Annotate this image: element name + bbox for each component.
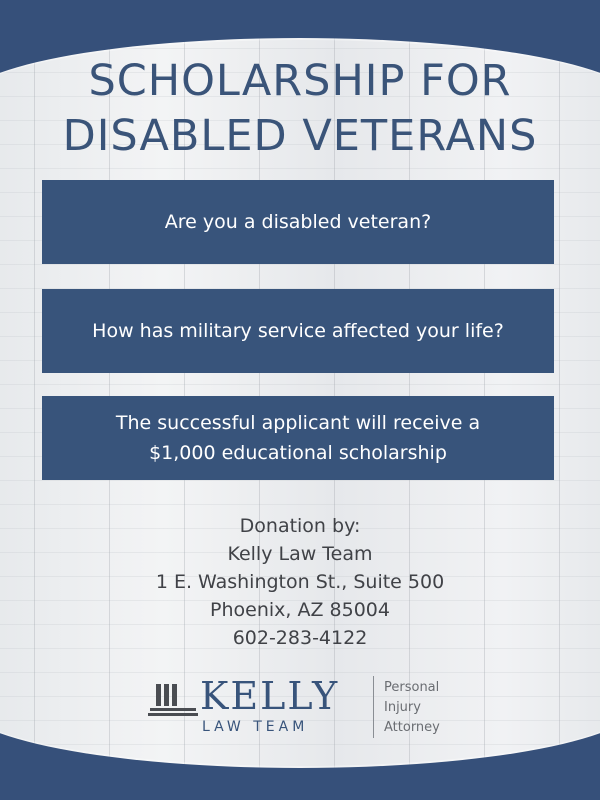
poster-title-line-1: SCHOLARSHIP FOR [88, 56, 512, 106]
logo-brand-sub: LAW TEAM [202, 719, 309, 735]
donor-city: Phoenix, AZ 85004 [210, 599, 390, 621]
question-text: How has military service affected your life? [92, 320, 504, 342]
pillars-icon [148, 682, 198, 716]
logo-tagline-line: Injury [384, 700, 421, 715]
logo-tagline-line: Personal [384, 680, 440, 695]
donor-phone: 602-283-4122 [232, 627, 368, 649]
award-box [42, 396, 554, 480]
question-text: Are you a disabled veteran? [164, 211, 432, 233]
logo-divider [373, 676, 374, 738]
logo-tagline-line: Attorney [384, 720, 440, 735]
donor-name: Kelly Law Team [227, 543, 373, 565]
poster-title-line-2: DISABLED VETERANS [62, 111, 538, 161]
question-box-disabled-veteran [42, 180, 554, 264]
donor-address: 1 E. Washington St., Suite 500 [155, 571, 445, 593]
award-text-line-1: The successful applicant will receive a [115, 412, 481, 434]
award-text [116, 408, 480, 468]
question-box-military-service [42, 289, 554, 373]
donation-info [0, 512, 600, 652]
award-text-line-2: $1,000 educational scholarship [149, 442, 447, 464]
logo-tagline [384, 678, 440, 738]
donation-label: Donation by: [239, 515, 361, 537]
kelly-law-team-logo [148, 674, 458, 744]
logo-brand: KELLY [200, 674, 340, 718]
